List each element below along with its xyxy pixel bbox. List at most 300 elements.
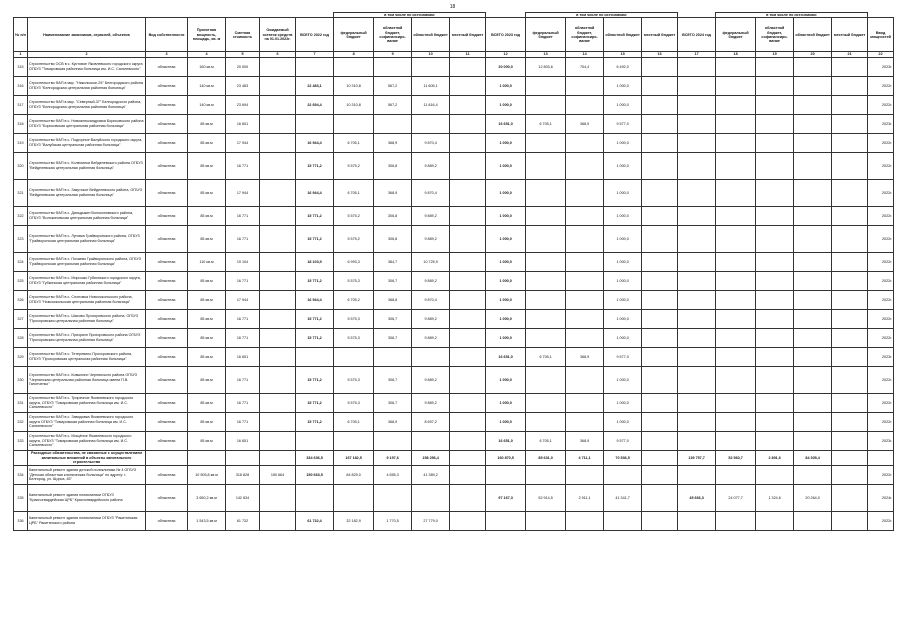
table-row [14, 309, 894, 328]
cell-c22 [374, 57, 412, 76]
cell-t24 [678, 95, 716, 114]
cell-f24 [716, 465, 756, 484]
cell-bal [260, 57, 296, 76]
table-row [14, 225, 894, 252]
cell-l23 [642, 465, 678, 484]
cell-f22 [334, 347, 374, 366]
cell-t24 [678, 412, 716, 431]
section-r24: 84 305,4 [794, 450, 832, 465]
group-label-2022: в том числе по источникам: [334, 13, 486, 18]
cell-t22 [296, 57, 334, 76]
cell-r23: 1 000,0 [604, 95, 642, 114]
cell-f24: 24 077,7 [716, 484, 756, 511]
cell-cap: 85 кв.м [188, 152, 226, 179]
cell-f22: 5 575,3 [334, 309, 374, 328]
cell-empty [14, 450, 28, 465]
cell-year: 2022г. [868, 133, 894, 152]
cell-own: областная [146, 76, 188, 95]
cell-cap: 85 кв.м [188, 328, 226, 347]
cell-t22: 15 771,2 [296, 152, 334, 179]
cell-t23: 97 167,3 [486, 484, 526, 511]
cell-r24 [794, 465, 832, 484]
cell-year: 2022г. [868, 290, 894, 309]
cell-f23: 52 914,5 [526, 484, 566, 511]
cell-cap: 85 кв.м [188, 347, 226, 366]
cell-own: областная [146, 412, 188, 431]
cell-own: областная [146, 114, 188, 133]
cell-n: 322 [14, 206, 28, 225]
cell-r23: 1 000,0 [604, 179, 642, 206]
cell-own: областная [146, 95, 188, 114]
cell-l24 [832, 225, 868, 252]
cell-year: 2022г. [868, 152, 894, 179]
section-l24 [832, 450, 868, 465]
cell-t23: 1 000,0 [486, 95, 526, 114]
cell-f23 [526, 412, 566, 431]
cell-t23: 20 000,0 [486, 57, 526, 76]
cell-f24 [716, 393, 756, 412]
cell-t23: 16 651,0 [486, 114, 526, 133]
cell-l22 [450, 290, 486, 309]
col-balance: Ожидаемый остаток средств на 01.01.2022г. [260, 18, 296, 52]
cell-l23 [642, 271, 678, 290]
cell-name: Строительство ФАП в с. Закутское Вейделевского района, ОГБУЗ "Вейделевская центральная районная больница" [28, 179, 146, 206]
cell-n: 328 [14, 328, 28, 347]
cell-t23: 1 000,0 [486, 393, 526, 412]
cell-f22: 5 575,3 [334, 271, 374, 290]
section-f24: 52 560,7 [716, 450, 756, 465]
cell-own: областная [146, 252, 188, 271]
cell-f22: 32 182,9 [334, 511, 374, 530]
cell-bal [260, 133, 296, 152]
cell-year: 2023г. [868, 114, 894, 133]
cell-f24 [716, 152, 756, 179]
column-index: 3 [146, 52, 188, 57]
cell-t24 [678, 511, 716, 530]
cell-t23 [486, 511, 526, 530]
cell-own: областная [146, 431, 188, 450]
cell-year: 2022г. [868, 179, 894, 206]
cell-f24 [716, 271, 756, 290]
cell-t24 [678, 366, 716, 393]
cell-bal: 150 664 [260, 465, 296, 484]
cell-n: 329 [14, 347, 28, 366]
cell-c24 [756, 328, 794, 347]
cell-t23: 1 000,0 [486, 309, 526, 328]
cell-name: Строительство ФАП в с. Триречное Яковлевского городского округа, ОГБУЗ "Томаровская районная больница им. И.С. Сальтевского" [28, 393, 146, 412]
cell-l24 [832, 347, 868, 366]
col-local-2023: местный бюджет [642, 18, 678, 52]
column-index: 17 [678, 52, 716, 57]
cell-c22 [374, 114, 412, 133]
cell-c22: 306,8 [374, 225, 412, 252]
table-row [14, 252, 894, 271]
cell-r23: 9 577,0 [604, 347, 642, 366]
cell-r22: 9 870,4 [412, 290, 450, 309]
cell-l22 [450, 347, 486, 366]
column-index: 5 [226, 52, 260, 57]
cell-r22: 27 779,0 [412, 511, 450, 530]
cell-f23: 6 705,1 [526, 431, 566, 450]
cell-cost: 23 694 [226, 95, 260, 114]
cell-year: 2022г. [868, 309, 894, 328]
cell-l24 [832, 57, 868, 76]
cell-f23 [526, 76, 566, 95]
cell-c23: 368,9 [566, 431, 604, 450]
table-row [14, 484, 894, 511]
table-row [14, 76, 894, 95]
cell-l23 [642, 366, 678, 393]
cell-l23 [642, 206, 678, 225]
cell-cost: 17 944 [226, 179, 260, 206]
section-l23 [642, 450, 678, 465]
cell-year: 2022г. [868, 206, 894, 225]
cell-bal [260, 393, 296, 412]
cell-cap: 1 543,5 кв.м [188, 511, 226, 530]
cell-t22: 16 944,4 [296, 179, 334, 206]
cell-year: 2022г. [868, 393, 894, 412]
cell-c23 [566, 393, 604, 412]
cell-own: областная [146, 179, 188, 206]
cell-cap: 10 905,8 кв.м [188, 465, 226, 484]
cell-f24 [716, 179, 756, 206]
cell-cost: 17 944 [226, 290, 260, 309]
cell-name: Капитальный ремонт здания детской поликлиники № 4 ОГБУЗ "Детская областная клиническая больница" по адресу: г. Белгород, ул. Щорса, 45" [28, 465, 146, 484]
cell-r24 [794, 309, 832, 328]
cell-l24 [832, 206, 868, 225]
cell-f23 [526, 152, 566, 179]
cell-own: областная [146, 309, 188, 328]
column-index: 21 [832, 52, 868, 57]
cell-t22: 15 771,2 [296, 412, 334, 431]
cell-n: 315 [14, 57, 28, 76]
cell-l22 [450, 328, 486, 347]
cell-t24 [678, 225, 716, 252]
cell-t23: 1 000,0 [486, 290, 526, 309]
cell-r22 [412, 114, 450, 133]
cell-f23 [526, 206, 566, 225]
cell-empty [226, 450, 260, 465]
cell-f22 [334, 484, 374, 511]
col-cofin-2022: областной бюджет, софинансиро-вание [374, 18, 412, 52]
cell-t23: 1 000,0 [486, 76, 526, 95]
cell-t22: 16 944,4 [296, 290, 334, 309]
cell-r22 [412, 431, 450, 450]
col-local-2022: местный бюджет [450, 18, 486, 52]
cell-c24 [756, 114, 794, 133]
cell-f22: 5 575,3 [334, 328, 374, 347]
cell-t24 [678, 393, 716, 412]
cell-r22: 11 816,4 [412, 95, 450, 114]
table-row [14, 366, 894, 393]
cell-t22: 18 103,9 [296, 252, 334, 271]
cell-f24 [716, 76, 756, 95]
cell-name: Строительство ФАП в с. Мощёное Яковлевского городского округа, ОГБУЗ "Томаровская районная больница им. И.С. Сальтевского" [28, 431, 146, 450]
cell-cap: 85 кв.м [188, 412, 226, 431]
cell-l22 [450, 271, 486, 290]
col-name: Наименование заказчиков, отраслей, объектов [28, 18, 146, 52]
col-local-2024: местный бюджет [832, 18, 868, 52]
column-index: 22 [868, 52, 894, 57]
cell-year: 2023г. [868, 431, 894, 450]
cell-r24 [794, 393, 832, 412]
cell-own: областная [146, 484, 188, 511]
cell-r23 [604, 511, 642, 530]
cell-f23 [526, 95, 566, 114]
cell-c22: 368,9 [374, 412, 412, 431]
cell-r22: 9 889,2 [412, 152, 450, 179]
cell-c23 [566, 95, 604, 114]
cell-c23 [566, 412, 604, 431]
cell-f22: 6 705,1 [334, 412, 374, 431]
cell-c24 [756, 431, 794, 450]
cell-r22 [412, 57, 450, 76]
cell-l23 [642, 225, 678, 252]
col-commission: Ввод мощностей [868, 18, 894, 52]
cell-c24 [756, 225, 794, 252]
cell-r23: 6 492,0 [604, 57, 642, 76]
cell-f22: 5 575,2 [334, 225, 374, 252]
budget-table [13, 12, 894, 531]
cell-bal [260, 366, 296, 393]
cell-c22: 368,8 [374, 290, 412, 309]
cell-n: 327 [14, 309, 28, 328]
col-num: № п/п [14, 18, 28, 52]
cell-name: Строительство ФАП в с. Луговка Грайворонского района, ОГБУЗ "Грайворонская центральная районная больница" [28, 225, 146, 252]
section-title: Расходные обязательства, не связанные с осуществлением капитальных вложений в объекты капитального строительства [28, 450, 146, 465]
cell-r23: 1 000,0 [604, 225, 642, 252]
cell-r23: 1 000,0 [604, 366, 642, 393]
cell-r22: 9 889,2 [412, 366, 450, 393]
cell-own: областная [146, 366, 188, 393]
cell-name: Строительство ФАП в с. Слоновка Новооскольского района, ОГБУЗ "Новооскольская центральная районная больница" [28, 290, 146, 309]
cell-cap: 85 кв.м [188, 366, 226, 393]
cell-l22 [450, 179, 486, 206]
cell-l24 [832, 271, 868, 290]
cell-r23: 1 000,0 [604, 206, 642, 225]
cell-f24 [716, 511, 756, 530]
cell-c23 [566, 206, 604, 225]
cell-cost: 61 732 [226, 511, 260, 530]
header-row [14, 18, 894, 52]
cell-l24 [832, 309, 868, 328]
cell-f23: 6 705,1 [526, 114, 566, 133]
cell-r24 [794, 431, 832, 450]
cell-cap: 3 650,2 кв.м [188, 484, 226, 511]
cell-f23: 6 705,1 [526, 347, 566, 366]
cell-t22: 15 771,2 [296, 206, 334, 225]
column-index: 15 [604, 52, 642, 57]
cell-l23 [642, 95, 678, 114]
cell-t23: 1 000,0 [486, 179, 526, 206]
cell-f22 [334, 114, 374, 133]
cell-c23: 2 911,1 [566, 484, 604, 511]
cell-l23 [642, 133, 678, 152]
section-r23: 70 536,5 [604, 450, 642, 465]
cell-name: Строительство ФАП в с. Шахово Прохоровского района, ОГБУЗ "Прохоровская центральная районная больница" [28, 309, 146, 328]
cell-r23: 9 577,0 [604, 431, 642, 450]
column-index: 7 [296, 52, 334, 57]
cell-r23: 1 000,0 [604, 290, 642, 309]
cell-c23 [566, 328, 604, 347]
cell-t22: 61 732,4 [296, 511, 334, 530]
cell-name: Капитальный ремонт здания поликлиники ОГБУЗ "Ракитянская ЦРБ" Ракитянского района [28, 511, 146, 530]
cell-own: областная [146, 393, 188, 412]
cell-t22: 16 944,4 [296, 133, 334, 152]
column-index: 14 [566, 52, 604, 57]
cell-l23 [642, 484, 678, 511]
table-row [14, 179, 894, 206]
cell-cost: 16 771 [226, 412, 260, 431]
cell-c24 [756, 152, 794, 179]
cell-r24 [794, 366, 832, 393]
cell-l23 [642, 57, 678, 76]
cell-c22 [374, 347, 412, 366]
cell-c24 [756, 206, 794, 225]
col-ownership: Вид собственности [146, 18, 188, 52]
cell-t24 [678, 179, 716, 206]
cell-t23: 1 000,0 [486, 271, 526, 290]
cell-l24 [832, 366, 868, 393]
column-index: 4 [188, 52, 226, 57]
cell-empty [146, 450, 188, 465]
cell-c24 [756, 309, 794, 328]
cell-f22: 10 310,8 [334, 76, 374, 95]
cell-own: областная [146, 206, 188, 225]
cell-t24 [678, 465, 716, 484]
column-index: 12 [486, 52, 526, 57]
cell-c24 [756, 347, 794, 366]
cell-c23 [566, 225, 604, 252]
cell-r23: 1 000,0 [604, 309, 642, 328]
cell-c24 [756, 133, 794, 152]
cell-t24 [678, 347, 716, 366]
cell-r22: 41 389,2 [412, 465, 450, 484]
cell-l23 [642, 412, 678, 431]
cell-l24 [832, 328, 868, 347]
cell-c22: 306,7 [374, 393, 412, 412]
cell-cost: 316 828 [226, 465, 260, 484]
column-index: 11 [450, 52, 486, 57]
cell-l23 [642, 309, 678, 328]
cell-name: Строительство ФАП в с. Даньдыкин Волоконовского района, ОГБУЗ "Волоконовская центральная районная больница" [28, 206, 146, 225]
cell-f24 [716, 252, 756, 271]
cell-cost: 16 771 [226, 309, 260, 328]
cell-r23: 1 000,0 [604, 271, 642, 290]
cell-c24 [756, 465, 794, 484]
group-label-2023: в том числе по источникам: [526, 13, 678, 18]
cell-empty [188, 450, 226, 465]
table-row [14, 465, 894, 484]
cell-f24 [716, 412, 756, 431]
column-index: 13 [526, 52, 566, 57]
cell-l24 [832, 290, 868, 309]
cell-t24 [678, 328, 716, 347]
cell-cost: 20 000 [226, 57, 260, 76]
cell-l24 [832, 484, 868, 511]
cell-n: 330 [14, 366, 28, 393]
cell-cost: 16 771 [226, 328, 260, 347]
cell-bal [260, 412, 296, 431]
cell-bal [260, 328, 296, 347]
cell-l23 [642, 76, 678, 95]
cell-n: 321 [14, 179, 28, 206]
col-regional-2023: областной бюджет [604, 18, 642, 52]
cell-r23: 1 000,0 [604, 152, 642, 179]
cell-r23: 1 000,0 [604, 412, 642, 431]
cell-n: 318 [14, 114, 28, 133]
cell-cap: 85 кв.м [188, 225, 226, 252]
cell-cost: 16 651 [226, 431, 260, 450]
cell-year: 2022г. [868, 95, 894, 114]
cell-c22: 368,9 [374, 133, 412, 152]
cell-r22: 9 889,2 [412, 225, 450, 252]
cell-c22: 368,9 [374, 179, 412, 206]
cell-c24 [756, 290, 794, 309]
table-row [14, 57, 894, 76]
cell-n: 320 [14, 152, 28, 179]
cell-c23 [566, 465, 604, 484]
cell-t24 [678, 271, 716, 290]
cell-r22: 9 889,2 [412, 309, 450, 328]
cell-c24 [756, 57, 794, 76]
cell-cap: 85 кв.м [188, 393, 226, 412]
cell-f23 [526, 328, 566, 347]
col-total-2022: ВСЕГО 2022 год [296, 18, 334, 52]
section-c24: 2 891,6 [756, 450, 794, 465]
cell-own: областная [146, 225, 188, 252]
section-l22 [450, 450, 486, 465]
cell-c22: 1 770,5 [374, 511, 412, 530]
cell-name: Строительство ОСВ в с. Кустовое Яковлевского городского округа ОГБУЗ "Томаровская районная больница им. И.С. Сальтевского" [28, 57, 146, 76]
cell-l24 [832, 179, 868, 206]
cell-c22: 306,8 [374, 152, 412, 179]
cell-t22: 22 483,1 [296, 76, 334, 95]
cell-c24 [756, 393, 794, 412]
cell-f22: 84 829,0 [334, 465, 374, 484]
cell-n: 332 [14, 412, 28, 431]
cell-n: 323 [14, 225, 28, 252]
cell-c23 [566, 290, 604, 309]
cell-name: Строительство ФАП в с. Почаево Грайворонского района, ОГБУЗ "Грайворонская центральная районная больница" [28, 252, 146, 271]
cell-t23: 1 000,0 [486, 225, 526, 252]
cell-t22: 15 771,2 [296, 393, 334, 412]
cell-year: 2022г. [868, 225, 894, 252]
section-f23: 85 631,0 [526, 450, 566, 465]
cell-f22: 6 993,3 [334, 252, 374, 271]
cell-c24 [756, 271, 794, 290]
cell-f23 [526, 465, 566, 484]
cell-l23 [642, 152, 678, 179]
cell-n: 325 [14, 271, 28, 290]
cell-cost: 16 651 [226, 347, 260, 366]
cell-r24 [794, 114, 832, 133]
cell-f24 [716, 328, 756, 347]
table-row [14, 133, 894, 152]
cell-empty [260, 450, 296, 465]
cell-t23: 1 000,0 [486, 412, 526, 431]
col-capacity: Проектная мощность, площадь, кв. м [188, 18, 226, 52]
cell-name: Строительство ФАП в с. Тетеревино Прохоровского района, ОГБУЗ "Прохоровская центральная районная больница" [28, 347, 146, 366]
cell-c24 [756, 366, 794, 393]
cell-r24 [794, 412, 832, 431]
table-body [14, 57, 894, 530]
cell-t23 [486, 465, 526, 484]
cell-r22 [412, 484, 450, 511]
cell-r24 [794, 328, 832, 347]
cell-c22: 567,2 [374, 95, 412, 114]
cell-f22: 6 705,1 [334, 179, 374, 206]
